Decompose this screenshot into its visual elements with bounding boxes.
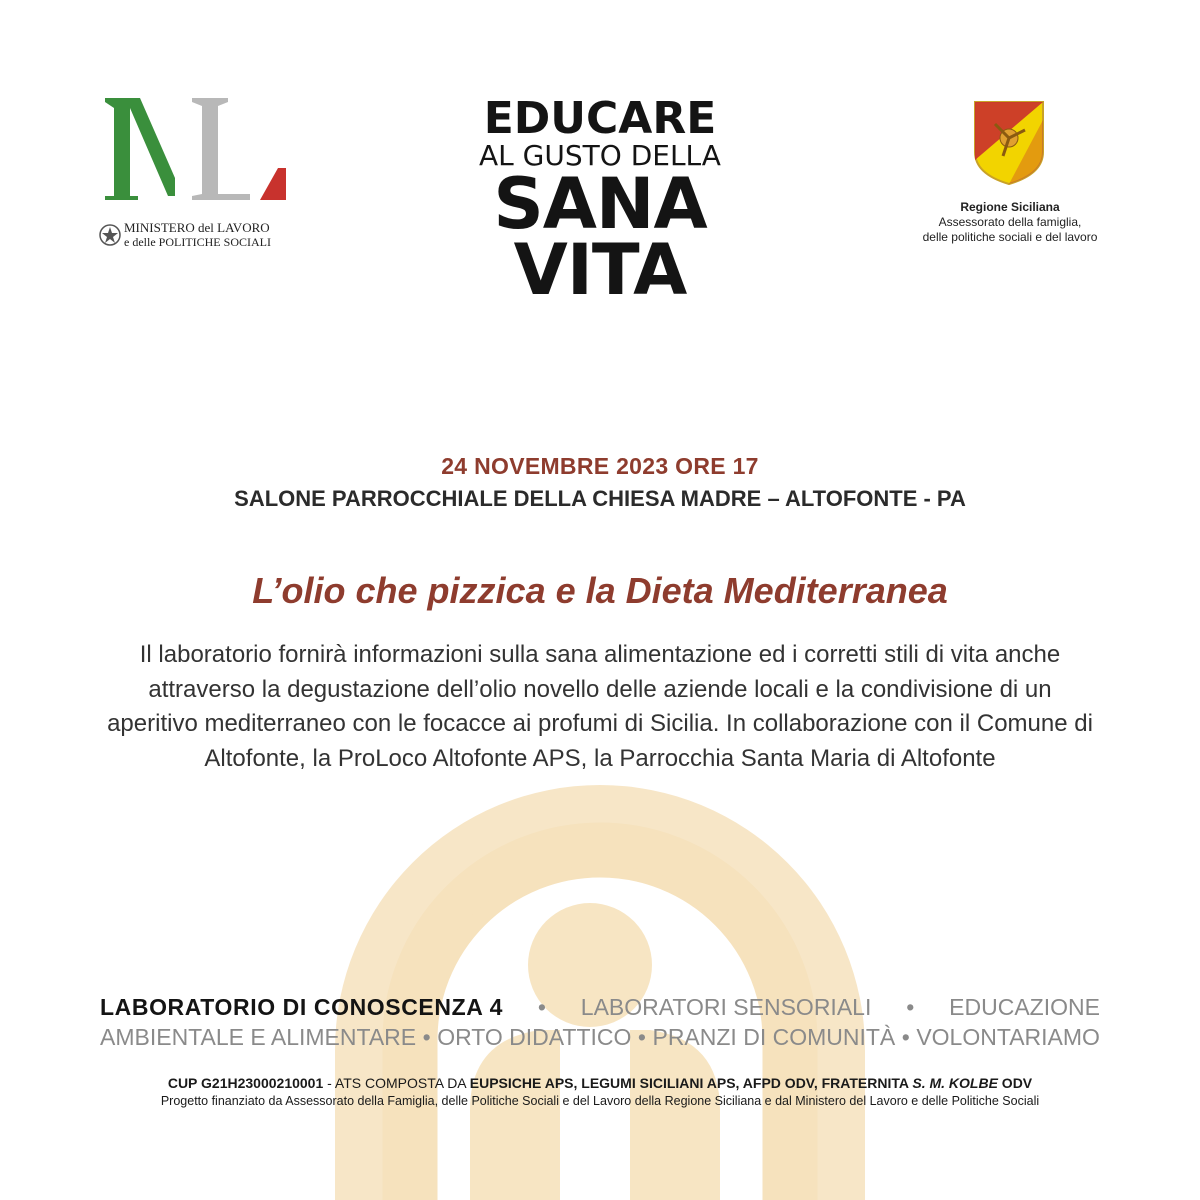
title-line-4: VITA bbox=[513, 229, 687, 311]
partner-italic: S. M. KOLBE bbox=[912, 1075, 998, 1091]
project-title-logo bbox=[440, 93, 760, 311]
lab-item: AMBIENTALE E ALIMENTARE bbox=[100, 1024, 417, 1050]
lab-item: LABORATORI SENSORIALI bbox=[580, 994, 872, 1020]
event-date: 24 NOVEMBRE 2023 ORE 17 bbox=[441, 453, 759, 479]
lab-bullet: • bbox=[637, 1024, 646, 1050]
cup-code: CUP G21H23000210001 bbox=[167, 1075, 324, 1091]
lab-bullet: • bbox=[901, 1024, 910, 1050]
lab-bullet: • bbox=[537, 994, 546, 1020]
lab-item: VOLONTARIAMO bbox=[916, 1024, 1100, 1050]
lab-item: ORTO DIDATTICO bbox=[437, 1024, 632, 1050]
cup-ats-line bbox=[0, 1075, 1200, 1091]
title-line-2: AL GUSTO DELLA bbox=[479, 139, 721, 172]
lab-item: PRANZI DI COMUNITÀ bbox=[652, 1024, 896, 1050]
partners-list: EUPSICHE APS, LEGUMI SICILIANI APS, AFPD ODV, FRATERNITA bbox=[469, 1075, 913, 1091]
ministero-name-line2: e delle POLITICHE SOCIALI bbox=[124, 235, 271, 249]
lab-bullet: • bbox=[422, 1024, 431, 1050]
title-line-1: EDUCARE bbox=[483, 93, 717, 144]
lab-title: LABORATORIO DI CONOSCENZA 4 bbox=[100, 994, 503, 1020]
regione-name: Regione Siciliana bbox=[960, 200, 1060, 214]
lab-bullet: • bbox=[906, 994, 915, 1020]
ministero-name-line1: MINISTERO del LAVORO bbox=[124, 220, 270, 235]
regione-assessorato-line1: Assessorato della famiglia, bbox=[938, 215, 1082, 229]
regione-siciliana-caption bbox=[880, 200, 1140, 245]
partner-end: ODV bbox=[997, 1075, 1033, 1091]
regione-siciliana-shield-icon bbox=[973, 100, 1045, 186]
funding-statement: Progetto finanziato da Assessorato della Famiglia, delle Politiche Sociali e del Lavoro della Regione Siciliana e dal Ministero del Lavoro e delle Politiche Sociali bbox=[160, 1094, 1040, 1108]
lab-line-1 bbox=[100, 994, 1100, 1021]
event-venue: SALONE PARROCCHIALE DELLA CHIESA MADRE – ALTOFONTE - PA bbox=[234, 486, 966, 511]
ats-text: - ATS COMPOSTA DA bbox=[323, 1075, 470, 1091]
lab-line-2 bbox=[100, 1024, 1100, 1051]
event-description: Il laboratorio fornirà informazioni sulla sana alimentazione ed i corretti stili di vita anche attraverso la degustazione dell’olio novello delle aziende locali e la condivisione di un aperitivo mediterraneo con le focacce ai profumi di Sicilia. In collaborazione con il Comune di Altofonte, la ProLoco Altofonte APS, la Parrocchia Santa Maria di Altofonte bbox=[107, 641, 1093, 772]
title-line-3: SANA bbox=[493, 163, 707, 245]
event-title: L’olio che pizzica e la Dieta Mediterranea bbox=[252, 570, 948, 611]
lab-item: EDUCAZIONE bbox=[949, 994, 1100, 1020]
italian-republic-emblem-icon bbox=[98, 222, 122, 248]
regione-assessorato-line2: delle politiche sociali e del lavoro bbox=[922, 230, 1098, 244]
